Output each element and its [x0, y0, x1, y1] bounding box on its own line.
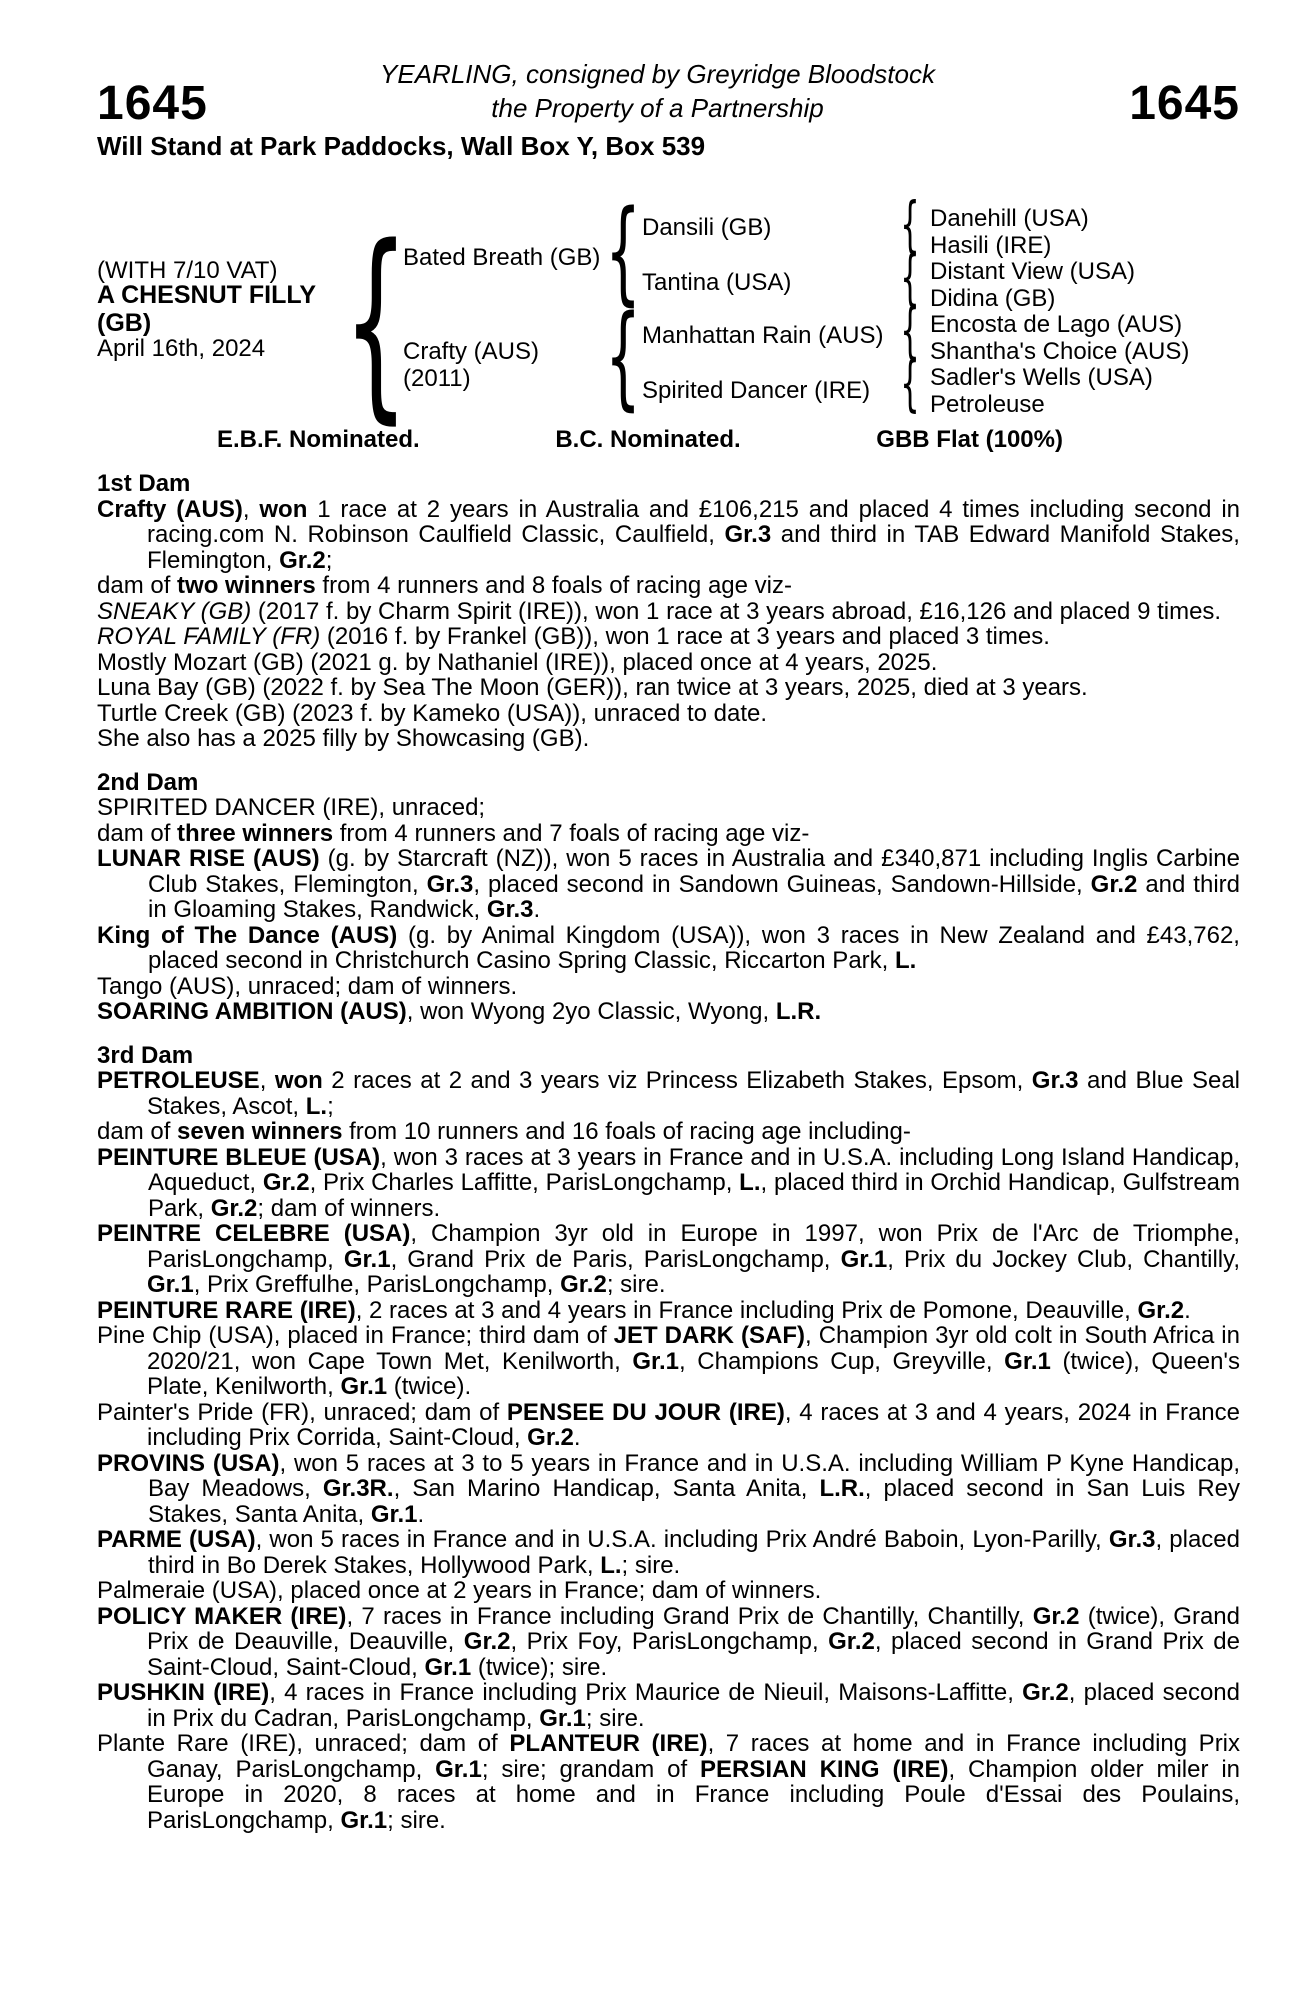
catalogue-paragraph: King of The Dance (AUS) (g. by Animal Kingdom (USA)), won 3 races in New Zealand and £43,762, placed second in Christchurch Casino Spring Classic, Riccarton Park, L.	[97, 921, 1240, 974]
consignor-line: YEARLING, consigned by Greyridge Bloodstock	[380, 59, 935, 89]
sire-dam-parents	[930, 258, 1135, 312]
emphasized-text: Gr.3	[426, 870, 474, 898]
catalogue-paragraph: PARME (USA), won 5 races in France and in U.S.A. including Prix André Baboin, Lyon-Parilly, Gr.3, placed third in Bo Derek Stakes, Hollywood Park, L.; sire.	[97, 1526, 1241, 1579]
emphasized-text: L.R.	[819, 1475, 865, 1502]
catalogue-paragraph: Mostly Mozart (GB) (2021 g. by Nathaniel (IRE)), placed once at 4 years, 2025.	[97, 648, 938, 676]
pedigree-brace-main: {	[343, 201, 409, 442]
emphasized-text: PETROLEUSE	[97, 1067, 260, 1094]
dam-dam-parents	[930, 364, 1153, 418]
emphasized-text: Gr.3R.	[322, 1475, 394, 1502]
emphasized-text: Gr.3	[486, 896, 534, 923]
pedigree-brace-sire-dam: {	[900, 242, 920, 314]
emphasized-text: JET DARK (SAF)	[613, 1322, 806, 1349]
emphasized-text: Gr.1	[370, 1500, 418, 1528]
subject-origin: (GB)	[97, 309, 152, 337]
emphasized-text: Gr.2	[1137, 1296, 1185, 1324]
great-grandsire: Distant View (USA)	[930, 258, 1135, 285]
emphasized-text: Gr.1	[840, 1245, 888, 1273]
vat-note: (WITH 7/10 VAT)	[97, 257, 278, 284]
emphasized-text: Gr.3	[1031, 1067, 1079, 1094]
emphasized-text: Gr.1	[147, 1271, 194, 1298]
emphasized-text: Gr.2	[560, 1271, 607, 1298]
emphasized-text: L.	[739, 1169, 761, 1196]
emphasized-text: Gr.2	[262, 1169, 310, 1196]
lot-number-right: 1645	[1129, 77, 1240, 130]
emphasized-text: Crafty (AUS)	[97, 495, 243, 523]
catalogue-paragraph: Tango (AUS), unraced; dam of winners.	[97, 972, 518, 1000]
emphasized-text: LUNAR RISE (AUS)	[97, 845, 320, 872]
great-grandsire: Sadler's Wells (USA)	[930, 364, 1153, 391]
catalogue-paragraph: She also has a 2025 filly by Showcasing (GB).	[97, 725, 590, 752]
catalogue-paragraph: PEINTURE RARE (IRE), 2 races at 3 and 4 years in France including Prix de Pomone, Deauville, Gr.2.	[97, 1296, 1191, 1324]
dam-year: (2011)	[403, 365, 471, 392]
emphasized-text: PUSHKIN (IRE)	[97, 1679, 270, 1706]
dam-sections	[97, 471, 1240, 1833]
sire-dam-name: Tantina (USA)	[642, 269, 792, 296]
catalogue-paragraph: dam of two winners from 4 runners and 8 foals of racing age viz-	[97, 572, 792, 599]
sire-name: Bated Breath (GB)	[403, 244, 601, 271]
emphasized-text: L.	[305, 1092, 328, 1120]
catalogue-paragraph: dam of three winners from 4 runners and 7 foals of racing age viz-	[97, 819, 810, 847]
dam-sire-name: Manhattan Rain (AUS)	[642, 322, 884, 349]
emphasized-text: PEINTURE RARE (IRE)	[97, 1296, 356, 1324]
emphasized-text: Gr.2	[210, 1194, 258, 1222]
catalogue-paragraph: Painter's Pride (FR), unraced; dam of PENSEE DU JOUR (IRE), 4 races at 3 and 4 years, 2024 in France including Prix Corrida, Saint-Cloud, Gr.2.	[97, 1398, 1240, 1451]
emphasized-text: Gr.3	[1108, 1526, 1156, 1553]
dam-section-heading: 2nd Dam	[97, 768, 199, 796]
catalogue-paragraph: SNEAKY (GB) (2017 f. by Charm Spirit (IRE)), won 1 race at 3 years abroad, £16,126 and placed 9 times.	[97, 597, 1222, 625]
emphasized-text: Gr.3	[724, 521, 772, 548]
emphasized-text: PROVINS (USA)	[97, 1449, 280, 1477]
catalogue-paragraph: Pine Chip (USA), placed in France; third dam of JET DARK (SAF), Champion 3yr old colt in South Africa in 2020/21, won Cape Town Met, Kenilworth, Gr.1, Champions Cup, Greyville, Gr.1 (twice), Queen's Plate, Kenilworth, Gr.1 (twice).	[97, 1322, 1241, 1400]
emphasized-text: POLICY MAKER (IRE)	[97, 1602, 347, 1630]
emphasized-text: Gr.2	[828, 1628, 875, 1655]
emphasized-text: Gr.2	[463, 1628, 511, 1655]
emphasized-text: PARME (USA)	[97, 1526, 256, 1553]
catalogue-paragraph: PEINTURE BLEUE (USA), won 3 races at 3 years in France and in U.S.A. including Long Island Handicap, Aqueduct, Gr.2, Prix Charles Laffitte, ParisLongchamp, L., placed third in Orchid Handicap, Gulfstream Park, Gr.2; dam of winners.	[97, 1143, 1241, 1222]
pedigree-brace-sire-sire: {	[900, 189, 920, 261]
dam-section-heading: 3rd Dam	[97, 1041, 194, 1069]
ebf-nominated-label: E.B.F. Nominated.	[217, 426, 420, 453]
emphasized-text: PENSEE DU JOUR (IRE)	[506, 1398, 785, 1426]
gbb-flat-label: GBB Flat (100%)	[876, 426, 1063, 453]
italic-text: ROYAL FAMILY (FR)	[97, 623, 321, 650]
catalogue-paragraph: Luna Bay (GB) (2022 f. by Sea The Moon (GER)), ran twice at 3 years, 2025, died at 3 years.	[97, 674, 1088, 701]
emphasized-text: Gr.1	[1004, 1347, 1051, 1375]
pedigree-brace-dam-sire: {	[900, 295, 920, 367]
foal-date: April 16th, 2024	[97, 335, 266, 362]
emphasized-text: Gr.1	[632, 1347, 680, 1375]
great-grandsire: Danehill (USA)	[930, 205, 1089, 232]
great-grandsire: Encosta de Lago (AUS)	[930, 311, 1183, 338]
pedigree-brace-dam-dam: {	[900, 348, 920, 420]
catalogue-paragraph: PROVINS (USA), won 5 races at 3 to 5 years in France and in U.S.A. including William P Kyne Handicap, Bay Meadows, Gr.3R., San Marino Handicap, Santa Anita, L.R., placed second in San Luis Rey Stakes, Santa Anita, Gr.1.	[97, 1449, 1240, 1528]
catalogue-paragraph: PEINTRE CELEBRE (USA), Champion 3yr old in Europe in 1997, won Prix de l'Arc de Triomphe, ParisLongchamp, Gr.1, Grand Prix de Paris, ParisLongchamp, Gr.1, Prix du Jockey Club, Chantilly, Gr.1, Prix Greffulhe, ParisLongchamp, Gr.2; sire.	[97, 1220, 1241, 1298]
emphasized-text: Gr.1	[424, 1653, 472, 1681]
great-granddam: Shantha's Choice (AUS)	[930, 338, 1190, 365]
dam-name-block	[403, 338, 539, 392]
emphasized-text: three winners	[177, 819, 334, 847]
catalogue-paragraph: dam of seven winners from 10 runners and 16 foals of racing age including-	[97, 1118, 911, 1145]
lot-number-left: 1645	[97, 77, 208, 130]
emphasized-text: Gr.2	[1032, 1602, 1080, 1630]
property-line: the Property of a Partnership	[491, 93, 824, 123]
page-header	[0, 0, 1315, 195]
great-granddam: Didina (GB)	[930, 285, 1056, 312]
emphasized-text: won	[274, 1067, 323, 1094]
emphasized-text: Gr.1	[340, 1806, 388, 1834]
catalogue-paragraph: PETROLEUSE, won 2 races at 2 and 3 years viz Princess Elizabeth Stakes, Epsom, Gr.3 and Blue Seal Stakes, Ascot, L.;	[97, 1067, 1240, 1120]
great-granddam: Petroleuse	[930, 391, 1045, 418]
dam-sire-parents	[930, 311, 1189, 365]
sire-sire-parents	[930, 205, 1089, 259]
catalogue-paragraph: SPIRITED DANCER (IRE), unraced;	[97, 794, 486, 821]
emphasized-text: seven winners	[177, 1118, 343, 1145]
emphasized-text: won	[259, 495, 308, 523]
bc-nominated-label: B.C. Nominated.	[555, 426, 741, 453]
dam-name: Crafty (AUS)	[403, 338, 540, 365]
emphasized-text: PERSIAN KING (IRE)	[700, 1755, 949, 1783]
emphasized-text: Gr.1	[340, 1373, 388, 1400]
emphasized-text: L.	[600, 1551, 622, 1579]
emphasized-text: Gr.1	[435, 1755, 482, 1783]
pedigree-brace-dam: {	[605, 292, 641, 423]
dam-section-heading: 1st Dam	[97, 470, 191, 497]
emphasized-text: King of The Dance (AUS)	[97, 921, 398, 949]
italic-text: SNEAKY (GB)	[97, 597, 252, 625]
catalogue-paragraph: PUSHKIN (IRE), 4 races in France including Prix Maurice de Nieuil, Maisons-Laffitte, Gr.2, placed second in Prix du Cadran, ParisLongchamp, Gr.1; sire.	[97, 1679, 1240, 1732]
pedigree-brace-sire: {	[605, 187, 641, 318]
subject-name: A CHESNUT FILLY	[97, 281, 316, 309]
emphasized-text: Gr.2	[527, 1424, 574, 1451]
emphasized-text: L.	[895, 947, 917, 974]
great-granddam: Hasili (IRE)	[930, 232, 1052, 259]
catalogue-paragraph: Turtle Creek (GB) (2023 f. by Kameko (USA)), unraced to date.	[97, 699, 768, 727]
catalogue-paragraph: ROYAL FAMILY (FR) (2016 f. by Frankel (GB)), won 1 race at 3 years and placed 3 times.	[97, 623, 1050, 650]
catalogue-paragraph: Plante Rare (IRE), unraced; dam of PLANTEUR (IRE), 7 races at home and in France including Prix Ganay, ParisLongchamp, Gr.1; sire; grandam of PERSIAN KING (IRE), Champion older miler in Europe in 2020, 8 races at home and in France including Poule d'Essai des Poulains, ParisLongchamp, Gr.1; sire.	[97, 1730, 1241, 1834]
emphasized-text: L.R.	[775, 998, 822, 1025]
emphasized-text: SOARING AMBITION (AUS)	[97, 998, 407, 1025]
emphasized-text: PEINTURE BLEUE (USA)	[97, 1143, 381, 1171]
dam-dam-name: Spirited Dancer (IRE)	[642, 377, 871, 404]
emphasized-text: Gr.1	[343, 1245, 391, 1273]
sire-sire-name: Dansili (GB)	[642, 214, 772, 241]
stand-location-line: Will Stand at Park Paddocks, Wall Box Y, Box 539	[97, 131, 706, 161]
catalogue-paragraph: Crafty (AUS), won 1 race at 2 years in Australia and £106,215 and placed 4 times including second in racing.com N. Robinson Caulfield Classic, Caulfield, Gr.3 and third in TAB Edward Manifold Stakes, Flemington, Gr.2;	[97, 495, 1241, 574]
emphasized-text: Gr.2	[1022, 1679, 1069, 1706]
catalogue-paragraph: POLICY MAKER (IRE), 7 races in France including Grand Prix de Chantilly, Chantilly, Gr.2 (twice), Grand Prix de Deauville, Deauville, Gr.2, Prix Foy, ParisLongchamp, Gr.2, placed second in Grand Prix de Saint-Cloud, Saint-Cloud, Gr.1 (twice); sire.	[97, 1602, 1241, 1681]
emphasized-text: Gr.2	[1090, 870, 1138, 898]
emphasized-text: PLANTEUR (IRE)	[509, 1730, 708, 1757]
emphasized-text: PEINTRE CELEBRE (USA)	[97, 1220, 411, 1247]
emphasized-text: Gr.2	[279, 546, 326, 574]
catalogue-paragraph: LUNAR RISE (AUS) (g. by Starcraft (NZ)), won 5 races in Australia and £340,871 including Inglis Carbine Club Stakes, Flemington, Gr.3, placed second in Sandown Guineas, Sandown-Hillside, Gr.2 and third in Gloaming Stakes, Randwick, Gr.3.	[97, 845, 1241, 923]
catalogue-paragraph: Palmeraie (USA), placed once at 2 years in France; dam of winners.	[97, 1577, 822, 1604]
catalogue-paragraph: SOARING AMBITION (AUS), won Wyong 2yo Classic, Wyong, L.R.	[97, 998, 822, 1025]
emphasized-text: Gr.1	[539, 1704, 586, 1732]
emphasized-text: two winners	[177, 572, 316, 599]
